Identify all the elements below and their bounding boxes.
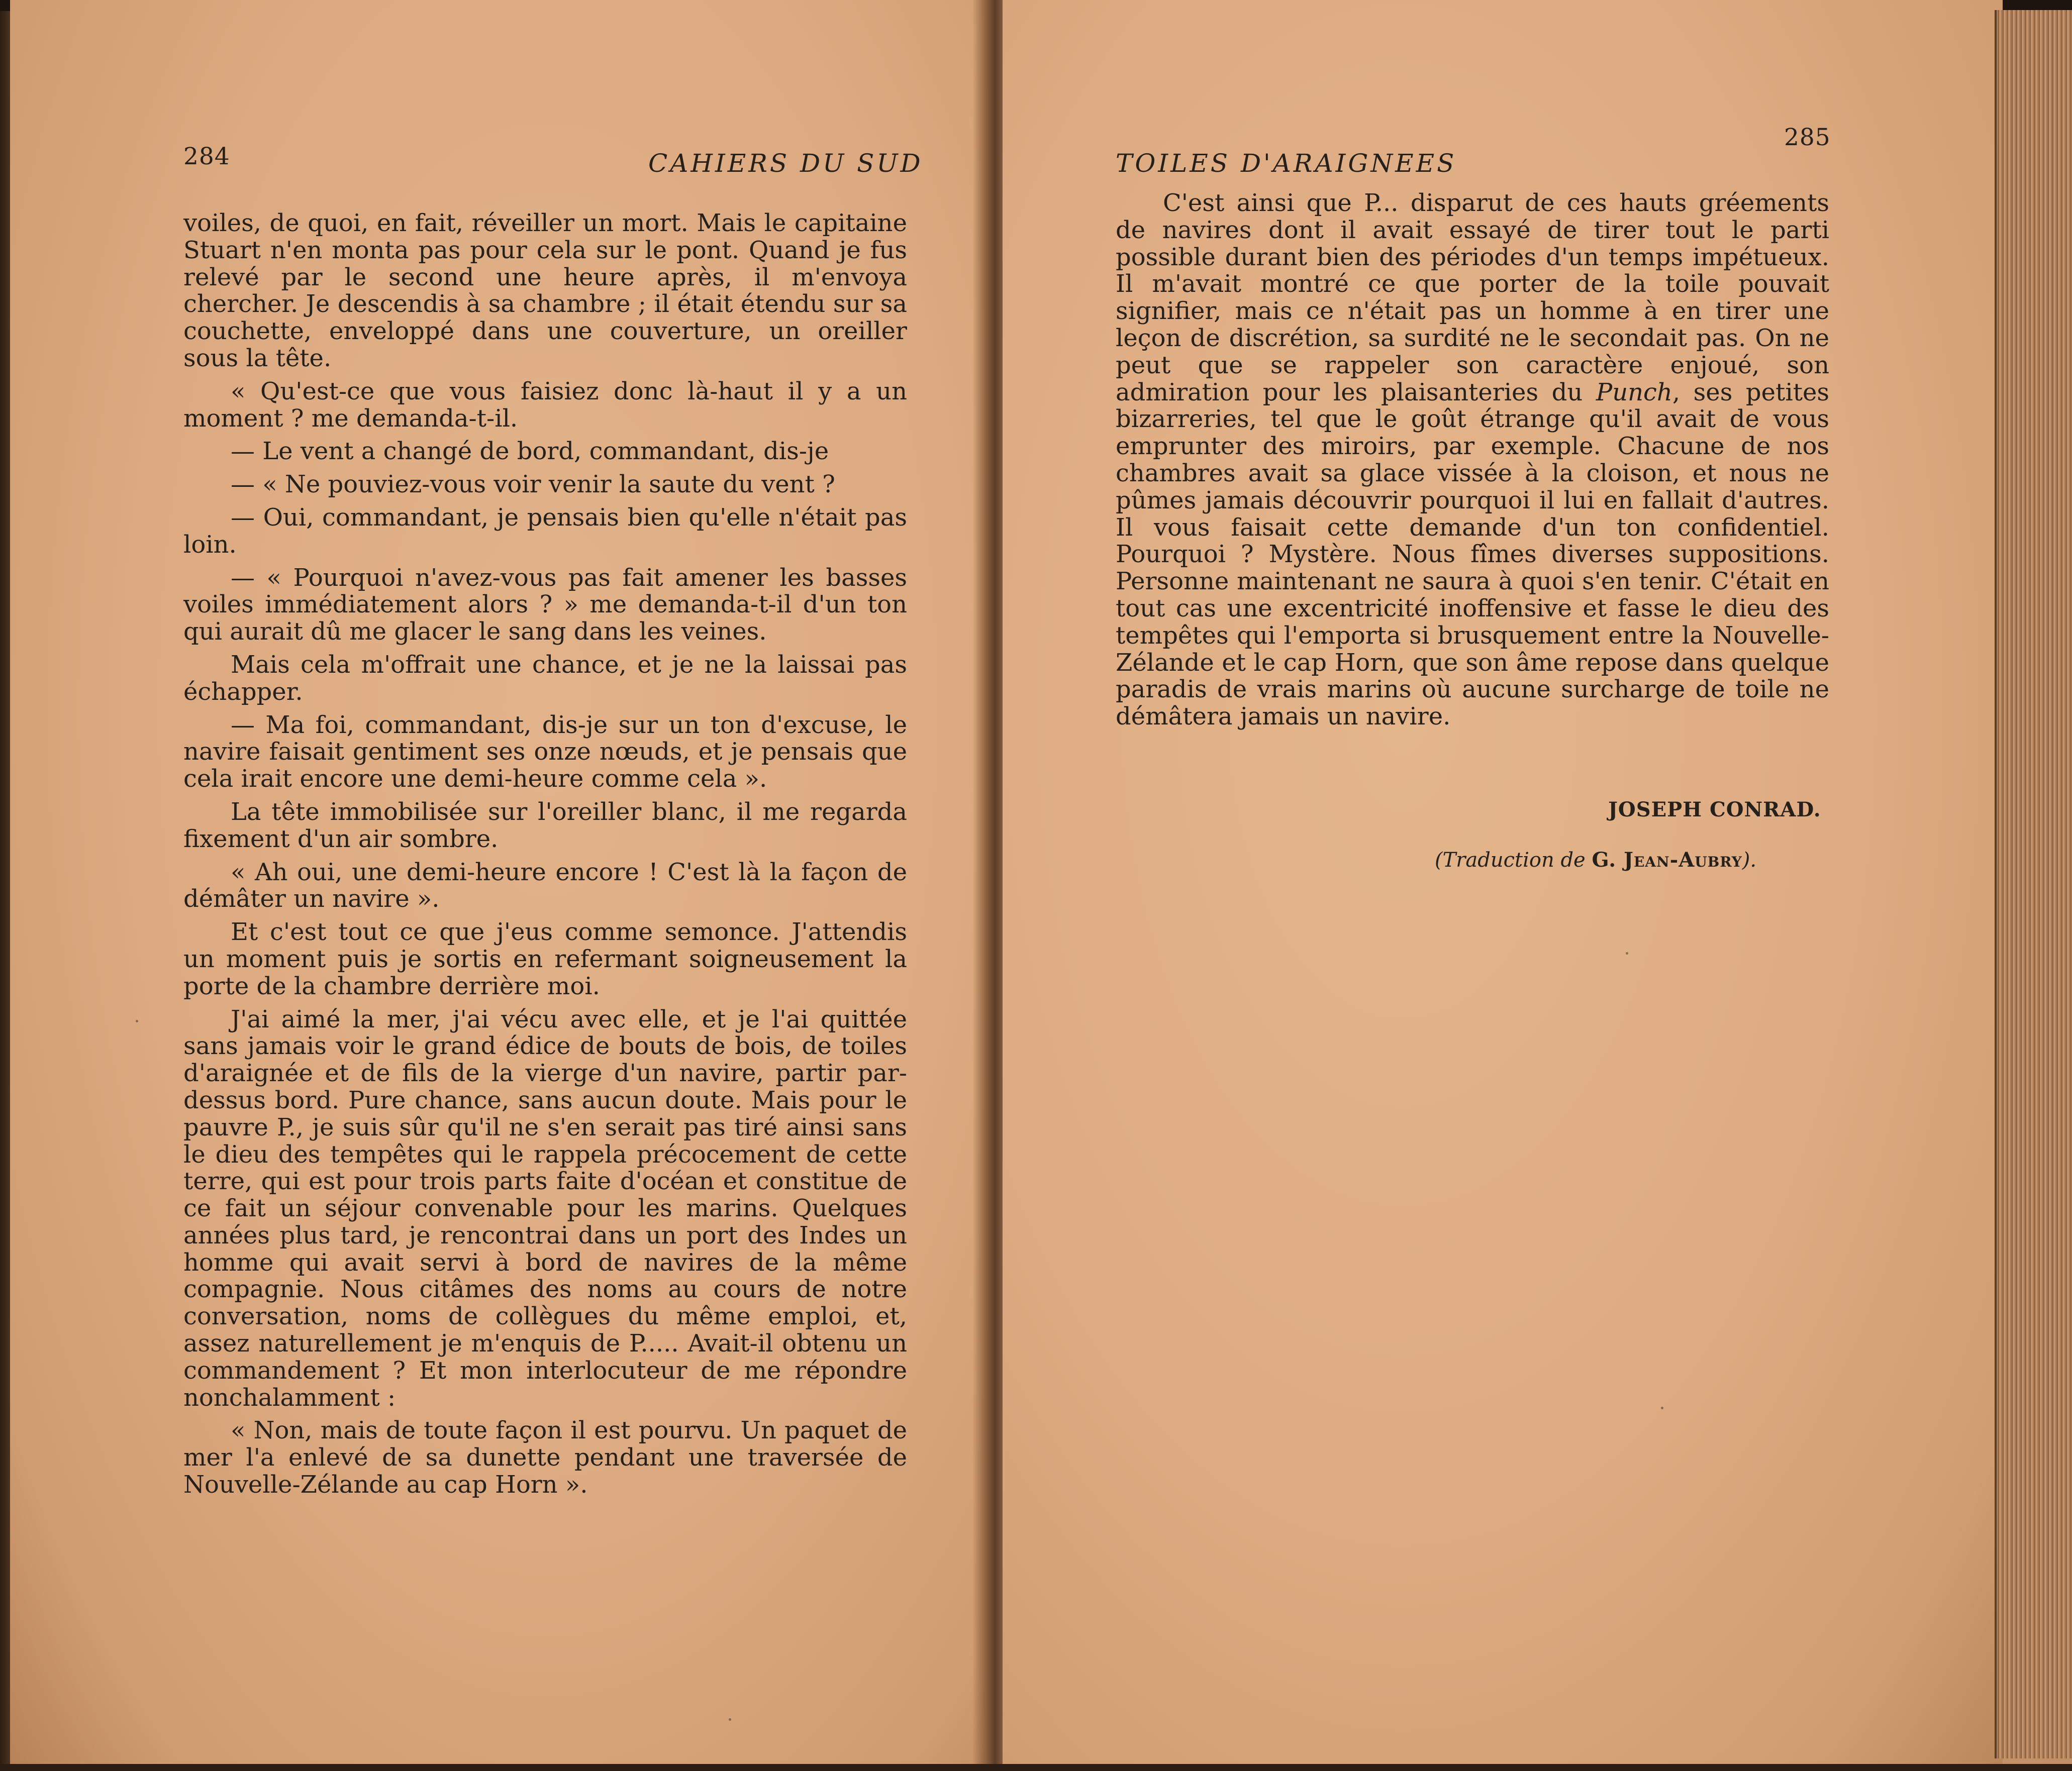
- translator-name: G. Jean-Aubry: [1592, 848, 1742, 872]
- running-head-left: CAHIERS DU SUD: [648, 149, 923, 178]
- page-edges: [1995, 10, 2072, 1758]
- running-head-right: TOILES D'ARAIGNEES: [1116, 149, 1457, 178]
- paragraph: [1116, 190, 1829, 731]
- translation-credit: [1435, 848, 1756, 872]
- translation-prefix: (Traduction de: [1435, 849, 1586, 872]
- paper-speck: [1661, 1407, 1663, 1409]
- author-signature: JOSEPH CONRAD.: [1608, 798, 1821, 821]
- paragraph: — Ma foi, commandant, dis-je sur un ton d'excuse, le navire faisait gentiment ses onze nœuds, et je pensais que cela irait encore une demi-heure comme cela ».: [183, 710, 907, 793]
- paragraph: Et c'est tout ce que j'eus comme semonce. J'attendis un moment puis je sortis en refermant soigneusement la porte de la chambre derrière moi.: [183, 918, 907, 1000]
- paper-speck: [1626, 952, 1628, 955]
- paragraph: « Non, mais de toute façon il est pourvu. Un paquet de mer l'a enlevé de sa dunette pendant une traversée de Nouvelle-Zélande au cap Horn ».: [183, 1416, 907, 1499]
- paragraph-part: , ses petites bizarreries, tel que le goût étrange qu'il avait de vous emprunter des miroirs, par exemple. Chacune de nos chambres avait sa glace vissée à la cloison, et nous ne pûmes jamais découvrir pourquoi il lui en fallait d'autres. Il vous faisait cette demande d'un ton confidentiel. Pourquoi ? Mystère. Nous fîmes diverses suppositions. Personne maintenant ne saura à quoi s'en tenir. C'était en tout cas une excentricité inoffensive et fasse le dieu des tempêtes qui l'emporta si brusquement entre la Nouvelle-Zélande et le cap Horn, que son âme repose dans quelque paradis de vrais marins où aucune surcharge de toile ne démâtera jamais un navire.: [1116, 378, 1830, 731]
- paper-speck: [729, 1718, 731, 1721]
- paragraph: « Qu'est-ce que vous faisiez donc là-haut il y a un moment ? me demanda-t-il.: [183, 377, 907, 433]
- left-text-block: [183, 210, 907, 1505]
- paragraph: — « Ne pouviez-vous voir venir la saute du vent ?: [231, 470, 835, 499]
- paragraph: — « Pourquoi n'avez-vous pas fait amener les basses voiles immédiatement alors ? » me demanda-t-il d'un ton qui aurait dû me glacer le sang dans les veines.: [183, 563, 907, 646]
- page-number-right: 285: [1784, 124, 1831, 151]
- paper-speck: [136, 1020, 138, 1022]
- right-page: [1003, 0, 2003, 1771]
- paragraph: « Ah oui, une demi-heure encore ! C'est là la façon de démâter un navire ».: [183, 858, 907, 913]
- paragraph: La tête immobilisée sur l'oreiller blanc, il me regarda fixement d'un air sombre.: [183, 797, 907, 853]
- paragraph: — Le vent a changé de bord, commandant, dis-je: [231, 437, 829, 466]
- translation-suffix: ).: [1742, 849, 1757, 872]
- bottom-shadow: [0, 1764, 2072, 1771]
- paragraph: Mais cela m'offrait une chance, et je ne la laissai pas échapper.: [183, 650, 907, 706]
- paragraph-part: C'est ainsi que P... disparut de ces hauts gréements de navires dont il avait essayé de tirer tout le parti possible durant bien des périodes d'un temps impétueux. Il m'avait montré ce que porter de la toile pouvait signifier, mais ce n'était pas un homme à en tirer une leçon de discrétion, sa surdité ne le secondait pas. On ne peut que se rappeler son caractère enjoué, son admiration pour les plaisanteries du: [1116, 189, 1829, 406]
- page-number-left: 284: [183, 143, 230, 170]
- paragraph: voiles, de quoi, en fait, réveiller un mort. Mais le capitaine Stuart n'en monta pas pour cela sur le pont. Quand je fus relevé par le second une heure après, il m'envoya chercher. Je descendis à sa chambre ; il était étendu sur sa couchette, enveloppé dans une couverture, un oreiller sous la tête.: [183, 209, 907, 372]
- right-text-block: [1116, 190, 1829, 737]
- paragraph: — Oui, commandant, je pensais bien qu'elle n'était pas loin.: [183, 503, 907, 559]
- italic-title: Punch: [1596, 378, 1672, 406]
- paragraph: J'ai aimé la mer, j'ai vécu avec elle, et je l'ai quittée sans jamais voir le grand édice de bouts de bois, de toiles d'araignée et de fils de la vierge d'un navire, partir par-dessus bord. Pure chance, sans aucun doute. Mais pour le pauvre P., je suis sûr qu'il ne s'en serait pas tiré ainsi sans le dieu des tempêtes qui le rappela précocement de cette terre, qui est pour trois parts faite d'océan et constitue de ce fait un séjour convenable pour les marins. Quelques années plus tard, je rencontrai dans un port des Indes un homme qui avait servi à bord de navires de la même compagnie. Nous citâmes des noms au cours de notre conversation, noms de collègues du même emploi, et, assez naturellement je m'enquis de P..... Avait-il obtenu un commandement ? Et mon interlocuteur de me répondre nonchalamment :: [183, 1005, 907, 1412]
- left-page: [10, 0, 988, 1771]
